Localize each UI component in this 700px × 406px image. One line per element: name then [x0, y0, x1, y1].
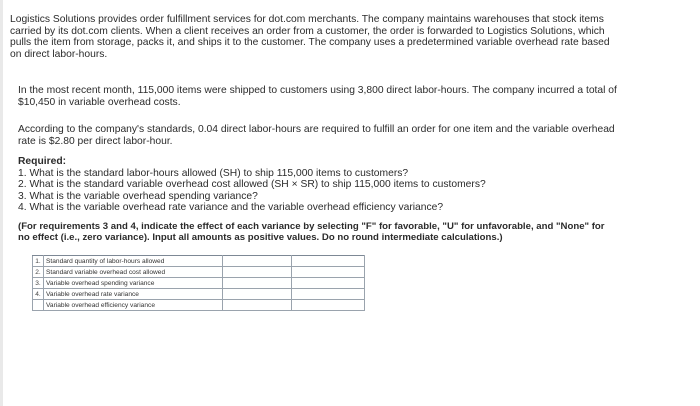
month-info-paragraph — [18, 85, 668, 108]
table-row — [33, 256, 365, 267]
intro-paragraph — [10, 14, 665, 60]
required-section — [18, 156, 668, 214]
month-info-line: In the most recent month, 115,000 items were shipped to customers using 3,800 direct labor-hours. The company incurred a total of — [18, 85, 617, 96]
left-edge-divider — [0, 0, 3, 406]
answer-input-cell[interactable] — [223, 267, 292, 278]
row-number: 2. — [33, 267, 44, 278]
answer-input-cell[interactable] — [292, 300, 365, 311]
table-row — [33, 267, 365, 278]
intro-line: Logistics Solutions provides order fulfillment services for dot.com merchants. The company maintains warehouses that stock items — [10, 14, 604, 25]
answer-input-cell[interactable] — [223, 289, 292, 300]
row-label: Variable overhead efficiency variance — [44, 300, 223, 311]
table-row — [33, 289, 365, 300]
answer-input-cell[interactable] — [223, 300, 292, 311]
required-title: Required: — [18, 156, 67, 167]
answer-input-cell[interactable] — [223, 278, 292, 289]
intro-line: carried by its dot.com clients. When a client receives an order from a customer, the order is forwarded to Logistics Solutions, which — [10, 25, 605, 37]
row-number: 1. — [33, 256, 44, 267]
instructions-line: no effect (i.e., zero variance). Input all amounts as positive values. Do no round intermediate calculations.) — [18, 232, 503, 243]
row-number: 3. — [33, 278, 44, 289]
table-row — [33, 278, 365, 289]
table-row — [33, 300, 365, 311]
answer-input-cell[interactable] — [292, 256, 365, 267]
standards-line: rate is $2.80 per direct labor-hour. — [18, 135, 173, 147]
answer-input-cell[interactable] — [292, 267, 365, 278]
row-label: Variable overhead rate variance — [44, 289, 223, 300]
answer-input-cell[interactable] — [292, 278, 365, 289]
answer-table — [32, 255, 365, 311]
required-item: 2. What is the standard variable overhead cost allowed (SH × SR) to ship 115,000 items to customers? — [18, 179, 486, 191]
standards-line: According to the company's standards, 0.04 direct labor-hours are required to fulfill an order for one item and the variable overhead — [18, 124, 615, 135]
required-item: 1. What is the standard labor-hours allowed (SH) to ship 115,000 items to customers? — [18, 167, 409, 179]
instructions-line: (For requirements 3 and 4, indicate the effect of each variance by selecting "F" for favorable, "U" for unfavorable, and "None" for — [18, 221, 605, 232]
instructions-paragraph — [18, 221, 658, 243]
answer-input-cell[interactable] — [292, 289, 365, 300]
row-number — [33, 300, 44, 311]
row-label: Standard variable overhead cost allowed — [44, 267, 223, 278]
answer-input-cell[interactable] — [223, 256, 292, 267]
required-list — [18, 168, 668, 214]
row-number: 4. — [33, 289, 44, 300]
required-item: 3. What is the variable overhead spending variance? — [18, 190, 258, 202]
intro-line: pulls the item from storage, packs it, and ships it to the customer. The company uses a predetermined variable overhead rate based — [10, 37, 610, 49]
row-label: Standard quantity of labor-hours allowed — [44, 256, 223, 267]
standards-paragraph — [18, 124, 668, 147]
row-label: Variable overhead spending variance — [44, 278, 223, 289]
month-info-line: $10,450 in variable overhead costs. — [18, 96, 181, 108]
required-item: 4. What is the variable overhead rate variance and the variable overhead efficiency variance? — [18, 202, 444, 214]
intro-line: on direct labor-hours. — [10, 48, 108, 60]
